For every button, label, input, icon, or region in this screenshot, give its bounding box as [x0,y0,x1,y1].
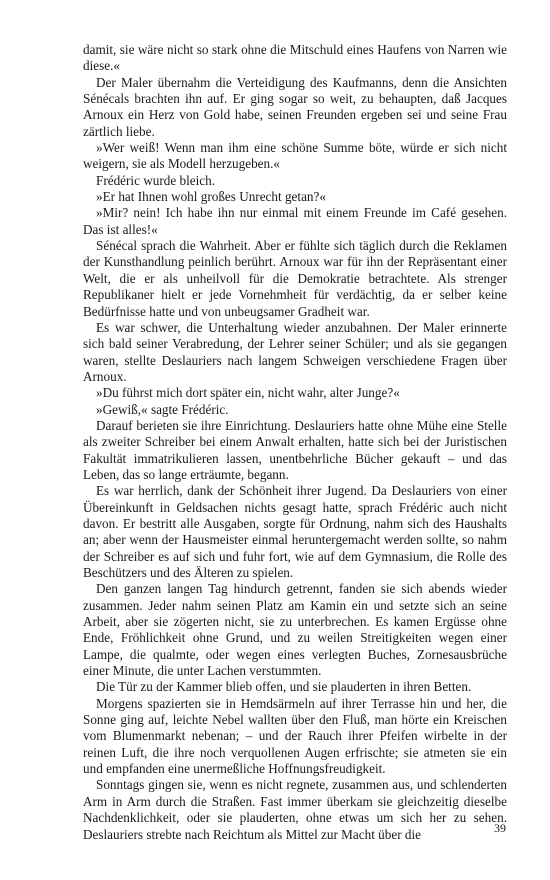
paragraph: »Wer weiß! Wenn man ihm eine schöne Summe böte, würde er sich nicht weigern, sie als Modell herzugeben.« [83,140,507,172]
paragraph: »Er hat Ihnen wohl großes Unrecht getan?« [96,189,326,205]
paragraph: »Du führst mich dort später ein, nicht wahr, alter Junge?« [96,385,400,401]
paragraph: Den ganzen langen Tag hindurch getrennt, fanden sie sich abends wieder zusammen. Jeder nahm seinen Platz am Kamin ein und setzte sich an seine Arbeit, aber sie zögerten nicht, sie zu unterbrechen. Es kamen Ergüsse ohne Ende, Fröhlichkeit ohne Grund, und zu weilen Streitigkeiten wegen einer Lampe, die qualmte, oder wegen eines verlegten Buches, Zornesausbrüche einer Minute, die unter Lachen verstummten. [83,581,507,679]
paragraph: Die Tür zu der Kammer blieb offen, und sie plauderten in ihren Betten. [96,679,472,695]
paragraph: Sonntags gingen sie, wenn es nicht regnete, zusammen aus, und schlenderten Arm in Arm durch die Straßen. Fast immer überkam sie gleichzeitig dieselbe Nachdenklichkeit, oder sie plauderten, ohne etwas um sich her zu sehen. Deslauriers strebte nach Reichtum als Mittel zur Macht über die [83,777,507,842]
paragraph: Frédéric wurde bleich. [96,172,216,188]
paragraph: »Mir? nein! Ich habe ihn nur einmal mit einem Freunde im Café gesehen. Das ist alles!« [83,205,507,237]
paragraph: Es war schwer, die Unterhaltung wieder anzubahnen. Der Maler erinnerte sich bald seiner Verabredung, der Lehrer seiner Schüler; und als sie gegangen waren, stellte Deslauriers nach langem Schweigen verschiedene Fragen über Arnoux. [83,319,507,384]
page-number: 39 [494,821,506,835]
paragraph: Der Maler übernahm die Verteidigung des Kaufmanns, denn die Ansichten Sénécals brachten ihn auf. Er ging sogar so weit, zu behaupten, daß Jacques Arnoux ein Herz von Gold habe, seinen Freunden ergeben sei und seine Frau zärtlich liebe. [83,74,507,139]
paragraph: Morgens spazierten sie in Hemdsärmeln auf ihrer Terrasse hin und her, die Sonne ging auf, leichte Nebel wallten über den Fluß, man hörte ein Kreischen vom Blumenmarkt nebenan; – und der Rauch ihrer Pfeifen wirbelte in der reinen Luft, die ihre noch verquollenen Augen erfrischte; sie atmeten sie ein und empfanden eine unermeßliche Hoffnungsfreudigkeit. [83,695,507,777]
paragraph: Sénécal sprach die Wahrheit. Aber er fühlte sich täglich durch die Reklamen der Kunsthandlung peinlich berührt. Arnoux war für ihn der Repräsentant einer Welt, die er als unheilvoll für die Demokratie betrachtete. Als strenger Republikaner hielt er jede Vornehmheit für verdächtig, da er selber keine Bedürfnisse hatte und von unbeugsamer Gradheit war. [83,238,507,319]
paragraph: »Gewiß,« sagte Frédéric. [96,401,229,417]
paragraph: damit, sie wäre nicht so stark ohne die Mitschuld eines Haufens von Narren wie diese.« [83,42,507,74]
paragraph: Es war herrlich, dank der Schönheit ihrer Jugend. Da Deslauriers von einer Übereinkunft in Geldsachen nichts gesagt hatte, sprach Frédéric auch nicht davon. Er bestritt alle Ausgaben, sorgte für Ordnung, nahm sich des Haushalts an; aber wenn der Hausmeister einmal heruntergemacht werden sollte, so nahm der Schreiber es auf sich und fuhr fort, wie auf dem Gymnasium, die Rolle des Beschützers und des Älteren zu spielen. [83,483,507,580]
body-text [83,42,507,843]
paragraph: Darauf berieten sie ihre Einrichtung. Deslauriers hatte ohne Mühe eine Stelle als zweiter Schreiber bei einem Anwalt erhalten, hatte sich bei der Juristischen Fakultät immatrikulieren lassen, unentbehrliche Bücher gekauft – und das Leben, das so lange erträumte, begann. [83,417,507,482]
